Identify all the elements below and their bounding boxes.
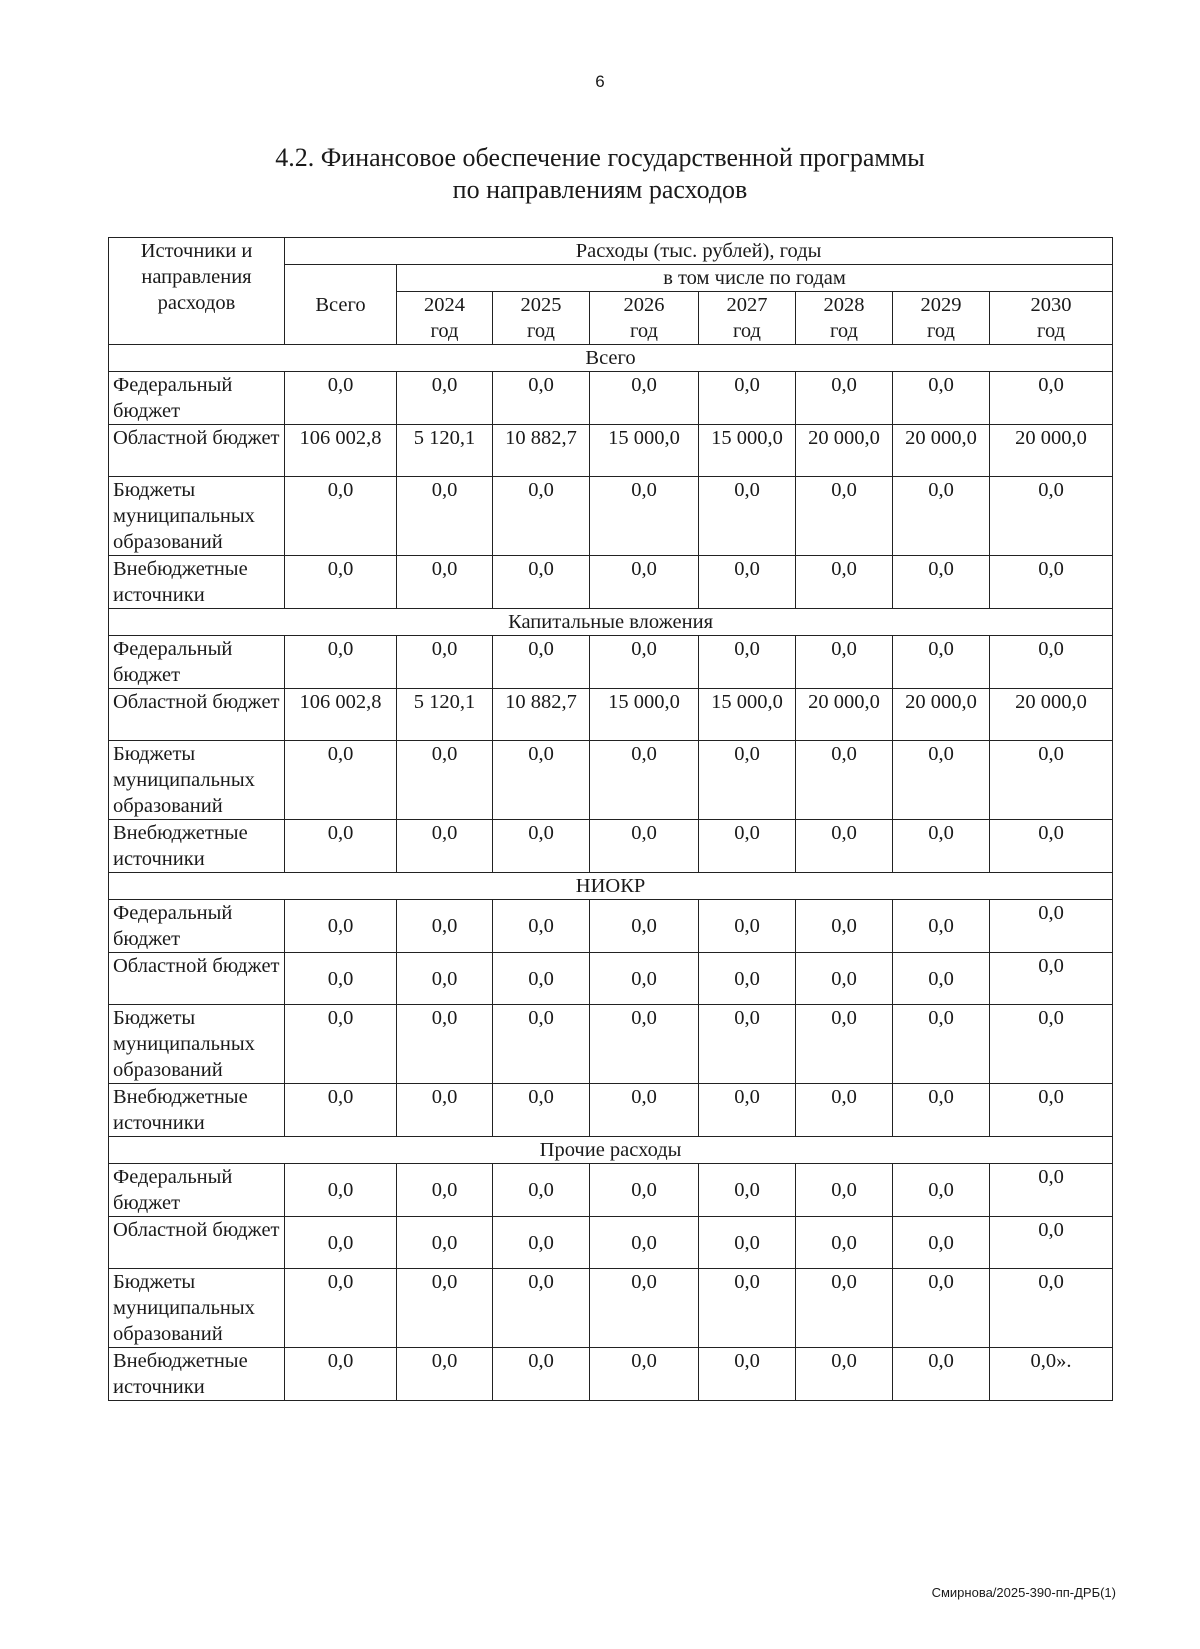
value-cell: 0,0 [990,1005,1113,1084]
row-label: Областной бюджет [109,1217,285,1269]
table-row [109,1269,1113,1348]
table-row [109,953,1113,1005]
row-label: Федеральный бюджет [109,636,285,689]
row-label: Внебюджетные источники [109,556,285,609]
row-label: Федеральный бюджет [109,372,285,425]
value-cell: 0,0 [699,636,796,689]
value-cell: 0,0 [796,477,893,556]
value-cell: 0,0 [699,1348,796,1401]
table-row [109,556,1113,609]
value-cell: 0,0 [699,477,796,556]
header-year-unit: год [796,318,893,345]
row-label: Областной бюджет [109,689,285,741]
header-sources: Источники и направления расходов [109,238,285,345]
value-cell: 20 000,0 [893,689,990,741]
header-year-unit: год [493,318,590,345]
value-cell: 0,0 [493,1084,590,1137]
value-cell: 0,0 [990,372,1113,425]
value-cell: 0,0 [796,1164,893,1217]
value-cell: 0,0 [893,820,990,873]
value-cell: 0,0 [397,1348,493,1401]
value-cell: 0,0 [990,556,1113,609]
table-row [109,372,1113,425]
value-cell: 0,0 [397,477,493,556]
value-cell: 0,0 [990,1164,1113,1217]
value-cell: 0,0 [397,900,493,953]
row-label: Бюджеты муниципальных образований [109,477,285,556]
value-cell: 0,0 [397,1269,493,1348]
value-cell: 0,0 [699,741,796,820]
value-cell: 0,0 [397,1164,493,1217]
value-cell: 0,0 [893,477,990,556]
header-including: в том числе по годам [397,265,1113,292]
value-cell: 20 000,0 [796,689,893,741]
value-cell: 0,0 [590,900,699,953]
value-cell: 0,0 [699,1164,796,1217]
table-row [109,425,1113,477]
row-label: Федеральный бюджет [109,900,285,953]
value-cell: 0,0 [493,372,590,425]
value-cell: 0,0 [493,1348,590,1401]
row-label: Бюджеты муниципальных образований [109,1005,285,1084]
value-cell: 0,0 [796,953,893,1005]
value-cell: 0,0 [493,1005,590,1084]
value-cell: 0,0 [699,1217,796,1269]
value-cell: 0,0 [493,900,590,953]
value-cell: 0,0 [493,953,590,1005]
row-label: Внебюджетные источники [109,1348,285,1401]
page-number: 6 [595,72,605,91]
value-cell: 0,0 [893,1217,990,1269]
value-cell: 0,0 [590,372,699,425]
value-cell: 0,0 [796,1269,893,1348]
row-label: Бюджеты муниципальных образований [109,741,285,820]
value-cell: 0,0 [699,372,796,425]
value-cell: 0,0 [796,636,893,689]
page-title [0,142,1200,206]
value-cell: 5 120,1 [397,689,493,741]
value-cell: 0,0 [493,477,590,556]
value-cell: 0,0 [397,636,493,689]
value-cell: 0,0 [285,477,397,556]
header-year-unit: год [699,318,796,345]
value-cell: 0,0 [285,1217,397,1269]
table-row [109,1348,1113,1401]
table-row [109,820,1113,873]
value-cell: 0,0 [590,636,699,689]
value-cell: 0,0 [397,1005,493,1084]
value-cell: 0,0 [285,636,397,689]
value-cell: 0,0 [990,820,1113,873]
value-cell: 15 000,0 [699,689,796,741]
table-row [109,1164,1113,1217]
value-cell: 0,0 [990,741,1113,820]
value-cell: 106 002,8 [285,425,397,477]
value-cell: 0,0 [493,636,590,689]
row-label: Федеральный бюджет [109,1164,285,1217]
value-cell: 0,0 [893,636,990,689]
value-cell: 0,0 [796,900,893,953]
row-label: Внебюджетные источники [109,820,285,873]
value-cell: 0,0 [285,1084,397,1137]
value-cell: 0,0 [893,372,990,425]
value-cell: 20 000,0 [893,425,990,477]
value-cell: 0,0 [590,741,699,820]
value-cell: 0,0 [893,1348,990,1401]
title-line-2: по направлениям расходов [452,175,748,204]
table-body [109,345,1113,1401]
value-cell: 0,0 [893,900,990,953]
value-cell: 0,0 [285,820,397,873]
table-row [109,900,1113,953]
header-year: 2027 [699,292,796,319]
value-cell: 0,0 [590,953,699,1005]
table-row [109,636,1113,689]
value-cell: 0,0 [397,372,493,425]
value-cell: 0,0 [990,953,1113,1005]
value-cell: 106 002,8 [285,689,397,741]
value-cell: 0,0 [397,1217,493,1269]
value-cell: 0,0 [285,953,397,1005]
document-reference: Смирнова/2025-390-пп-ДРБ(1) [931,1585,1116,1600]
value-cell: 0,0 [590,1084,699,1137]
value-cell: 0,0 [397,741,493,820]
value-cell: 0,0 [285,1348,397,1401]
value-cell: 0,0 [893,953,990,1005]
value-cell: 0,0 [699,556,796,609]
value-cell: 0,0 [285,1005,397,1084]
financing-table [108,237,1113,1401]
section-title: Всего [109,345,1113,372]
value-cell: 0,0 [990,1269,1113,1348]
value-cell: 0,0 [493,820,590,873]
value-cell: 0,0 [796,1217,893,1269]
row-label: Внебюджетные источники [109,1084,285,1137]
header-year-unit: год [893,318,990,345]
table-row [109,1084,1113,1137]
value-cell: 0,0 [796,556,893,609]
title-line-1: 4.2. Финансовое обеспечение государственной программы [275,143,925,172]
value-cell: 0,0 [990,900,1113,953]
value-cell: 0,0 [493,1164,590,1217]
value-cell: 0,0 [699,1005,796,1084]
value-cell: 0,0». [990,1348,1113,1401]
table-header [109,238,1113,345]
value-cell: 0,0 [493,741,590,820]
value-cell: 0,0 [285,1164,397,1217]
value-cell: 0,0 [699,1084,796,1137]
value-cell: 0,0 [893,1005,990,1084]
value-cell: 0,0 [699,1269,796,1348]
value-cell: 0,0 [285,900,397,953]
value-cell: 0,0 [285,372,397,425]
value-cell: 0,0 [796,1084,893,1137]
header-year: 2029 [893,292,990,319]
header-year: 2024 [397,292,493,319]
table-row [109,741,1113,820]
header-year-unit: год [590,318,699,345]
value-cell: 0,0 [590,477,699,556]
value-cell: 0,0 [893,556,990,609]
value-cell: 0,0 [990,1217,1113,1269]
value-cell: 0,0 [493,556,590,609]
value-cell: 20 000,0 [990,425,1113,477]
header-year-unit: год [990,318,1113,345]
value-cell: 0,0 [893,1164,990,1217]
value-cell: 0,0 [990,477,1113,556]
value-cell: 0,0 [590,1005,699,1084]
value-cell: 0,0 [493,1269,590,1348]
header-year-unit: год [397,318,493,345]
row-label: Областной бюджет [109,425,285,477]
value-cell: 0,0 [990,1084,1113,1137]
row-label: Областной бюджет [109,953,285,1005]
value-cell: 0,0 [796,372,893,425]
table-row [109,1005,1113,1084]
table-row [109,477,1113,556]
value-cell: 0,0 [285,741,397,820]
header-year: 2028 [796,292,893,319]
value-cell: 0,0 [796,820,893,873]
value-cell: 0,0 [699,900,796,953]
value-cell: 20 000,0 [990,689,1113,741]
value-cell: 0,0 [893,1084,990,1137]
value-cell: 20 000,0 [796,425,893,477]
value-cell: 0,0 [796,1348,893,1401]
header-expenses: Расходы (тыс. рублей), годы [285,238,1113,265]
row-label: Бюджеты муниципальных образований [109,1269,285,1348]
value-cell: 10 882,7 [493,689,590,741]
value-cell: 0,0 [397,953,493,1005]
value-cell: 0,0 [397,556,493,609]
value-cell: 0,0 [796,741,893,820]
table-row [109,689,1113,741]
value-cell: 0,0 [699,820,796,873]
value-cell: 0,0 [397,820,493,873]
value-cell: 0,0 [590,556,699,609]
value-cell: 0,0 [699,953,796,1005]
value-cell: 0,0 [590,1217,699,1269]
value-cell: 0,0 [893,741,990,820]
value-cell: 0,0 [796,1005,893,1084]
table-row [109,1217,1113,1269]
value-cell: 15 000,0 [590,689,699,741]
header-year: 2030 [990,292,1113,319]
value-cell: 0,0 [397,1084,493,1137]
value-cell: 0,0 [590,1348,699,1401]
section-title: Капитальные вложения [109,609,1113,636]
value-cell: 0,0 [893,1269,990,1348]
value-cell: 0,0 [590,820,699,873]
value-cell: 10 882,7 [493,425,590,477]
value-cell: 5 120,1 [397,425,493,477]
value-cell: 15 000,0 [699,425,796,477]
header-year: 2025 [493,292,590,319]
value-cell: 0,0 [493,1217,590,1269]
section-title: Прочие расходы [109,1137,1113,1164]
value-cell: 0,0 [285,1269,397,1348]
section-title: НИОКР [109,873,1113,900]
value-cell: 0,0 [590,1164,699,1217]
header-year: 2026 [590,292,699,319]
value-cell: 0,0 [590,1269,699,1348]
value-cell: 0,0 [990,636,1113,689]
value-cell: 15 000,0 [590,425,699,477]
value-cell: 0,0 [285,556,397,609]
header-total: Всего [285,265,397,345]
